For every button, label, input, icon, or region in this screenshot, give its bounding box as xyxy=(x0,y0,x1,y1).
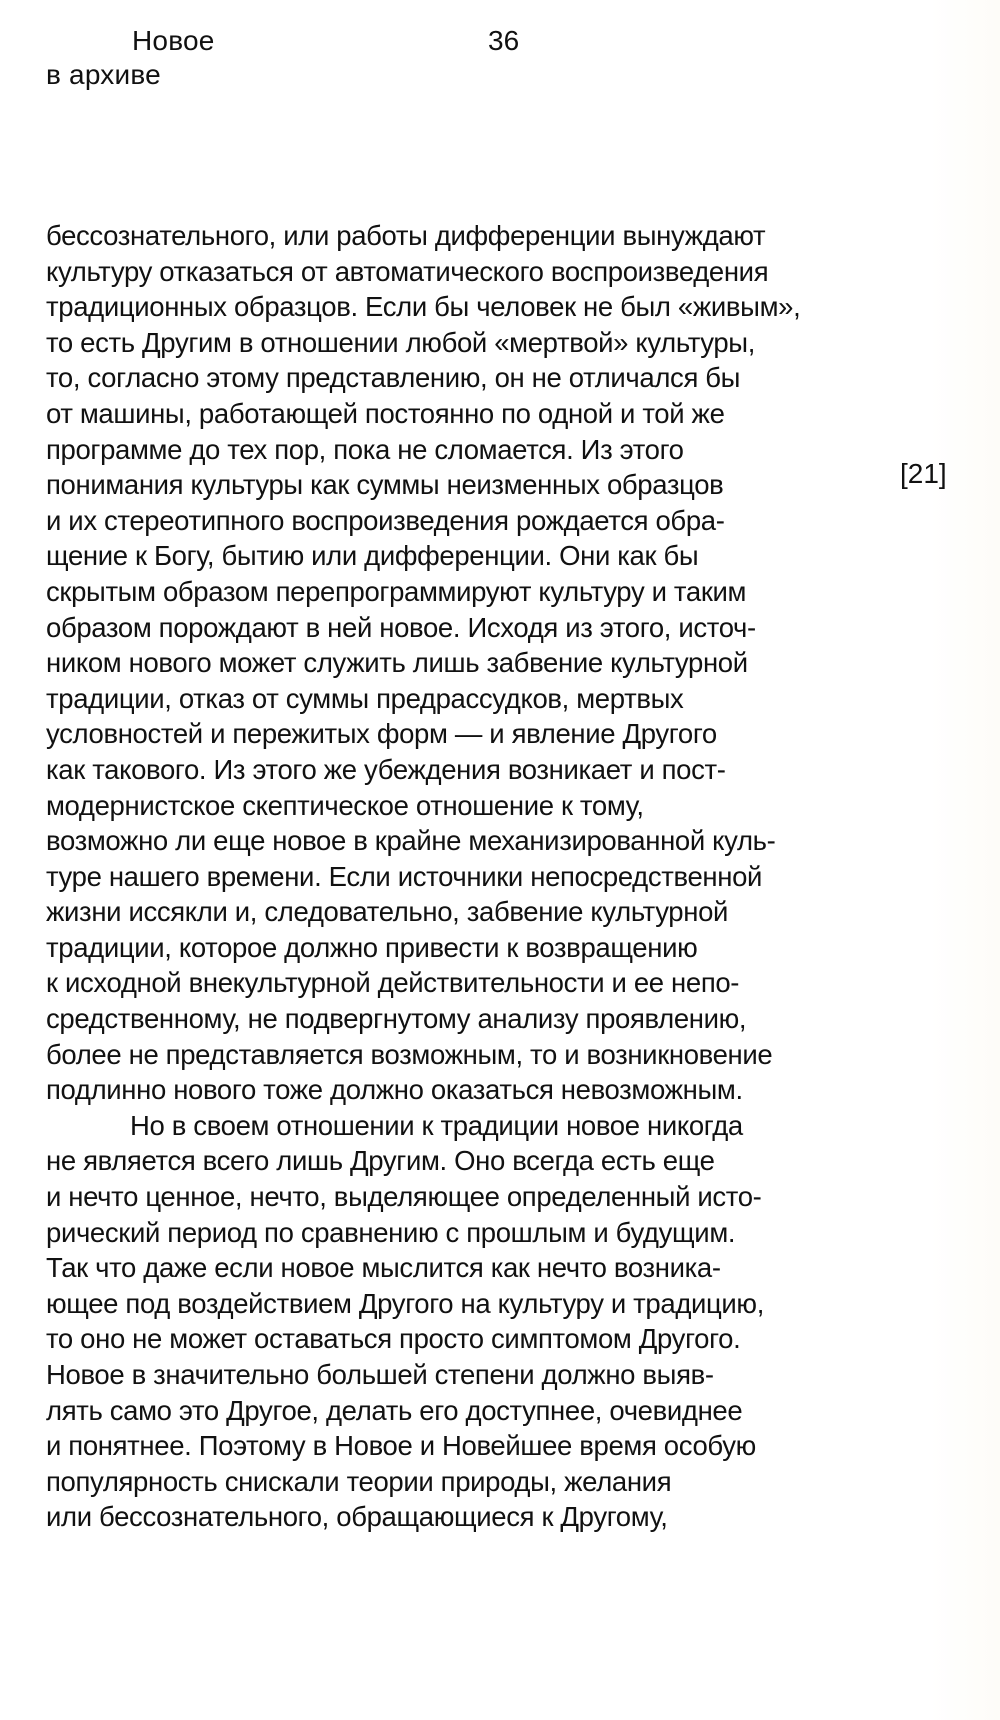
text-line: возможно ли еще новое в крайне механизированной куль- xyxy=(46,825,776,857)
running-head xyxy=(46,24,246,92)
text-line: модернистское скептическое отношение к тому, xyxy=(46,789,644,821)
text-line: культуру отказаться от автоматического воспроизведения xyxy=(46,255,769,287)
paragraph-start-line: Но в своем отношении к традиции новое никогда xyxy=(130,1109,743,1141)
text-line: ющее под воздействием Другого на культуру и традицию, xyxy=(46,1287,765,1319)
text-line: щение к Богу, бытию или дифференции. Они как бы xyxy=(46,540,699,572)
text-line: то оно не может оставаться просто симптомом Другого. xyxy=(46,1323,741,1355)
text-line: как такового. Из этого же убеждения возникает и пост- xyxy=(46,753,726,785)
text-line: то, согласно этому представлению, он не отличался бы xyxy=(46,362,741,394)
text-line: туре нашего времени. Если источники непосредственной xyxy=(46,860,763,892)
text-line: и нечто ценное, нечто, выделяющее определенный исто- xyxy=(46,1181,762,1213)
text-line: не является всего лишь Другим. Оно всегда есть еще xyxy=(46,1145,715,1177)
text-line: традиционных образцов. Если бы человек не был «живым», xyxy=(46,291,801,323)
text-line: более не представляется возможным, то и возникновение xyxy=(46,1038,773,1070)
text-line: условностей и пережитых форм — и явление Другого xyxy=(46,718,717,750)
running-head-line-1: Новое xyxy=(132,25,215,56)
text-line: традиции, которое должно привести к возвращению xyxy=(46,931,698,963)
text-line: и их стереотипного воспроизведения рождается обра- xyxy=(46,504,725,536)
text-line: жизни иссякли и, следовательно, забвение культурной xyxy=(46,896,729,928)
text-line: Так что даже если новое мыслится как нечто возника- xyxy=(46,1252,721,1284)
text-line: или бессознательного, обращающиеся к Другому, xyxy=(46,1501,668,1533)
text-line: скрытым образом перепрограммируют культуру и таким xyxy=(46,575,747,607)
text-line: ником нового может служить лишь забвение культурной xyxy=(46,647,748,679)
text-line: понимания культуры как суммы неизменных образцов xyxy=(46,469,724,501)
running-head-line-2: в архиве xyxy=(46,59,161,90)
text-line: и понятнее. Поэтому в Новое и Новейшее время особую xyxy=(46,1430,756,1462)
text-line: Новое в значительно большей степени должно выяв- xyxy=(46,1359,714,1390)
text-line: программе до тех пор, пока не сломается. Из этого xyxy=(46,433,684,465)
text-line: от машины, работающей постоянно по одной и той же xyxy=(46,397,725,429)
body-text xyxy=(46,218,906,1535)
text-line: лять само это Другое, делать его доступнее, очевиднее xyxy=(46,1394,743,1426)
text-line: то есть Другим в отношении любой «мертвой» культуры, xyxy=(46,326,755,358)
margin-note-reference: [21] xyxy=(900,458,947,489)
text-line: подлинно нового тоже должно оказаться невозможным. xyxy=(46,1074,743,1106)
text-line: средственному, не подвергнутому анализу проявлению, xyxy=(46,1003,747,1035)
text-line: к исходной внекультурной действительности и ее непо- xyxy=(46,967,740,999)
text-line: рический период по сравнению с прошлым и будущим. xyxy=(46,1216,736,1248)
text-line: популярность снискали теории природы, желания xyxy=(46,1465,672,1497)
page-number: 36 xyxy=(488,25,520,56)
text-line: бессознательного, или работы дифференции вынуждают xyxy=(46,220,766,251)
text-line: образом порождают в ней новое. Исходя из этого, источ- xyxy=(46,611,756,643)
text-line: традиции, отказ от суммы предрассудков, мертвых xyxy=(46,682,684,714)
